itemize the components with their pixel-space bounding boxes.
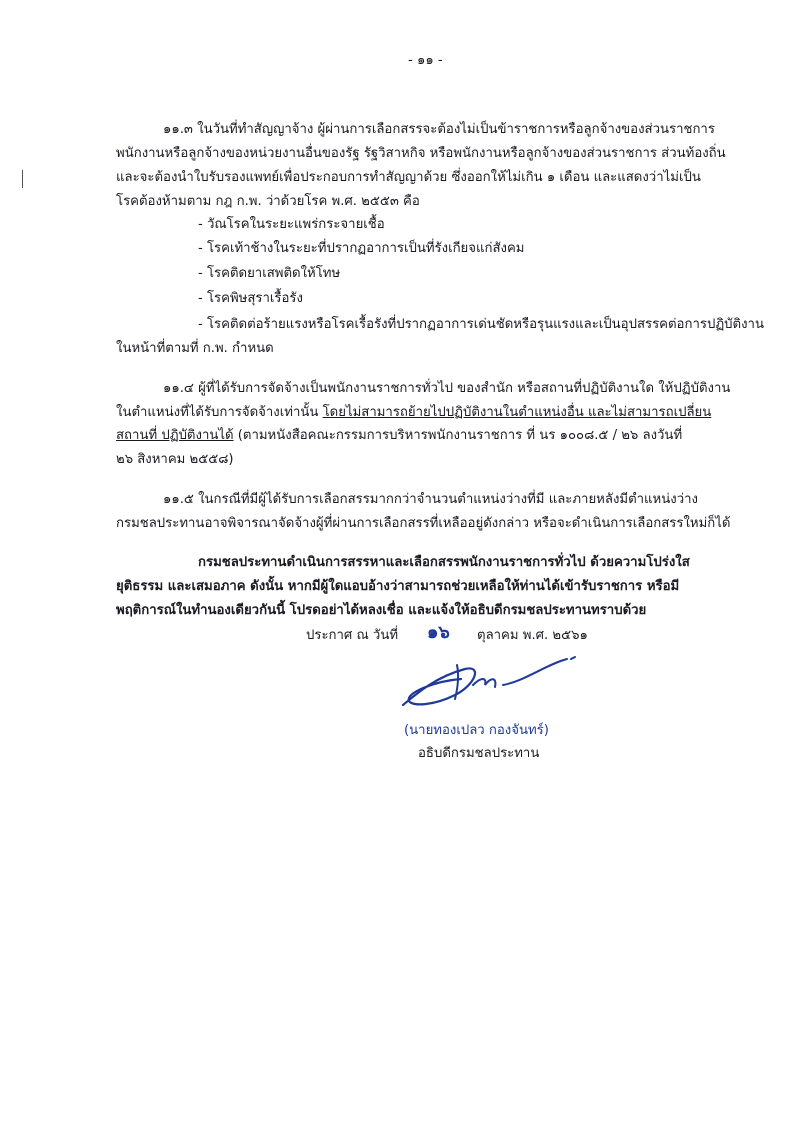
- section-11-4-line-4: ๒๖ สิงหาคม ๒๕๕๘): [116, 452, 234, 467]
- section-11-3-line-4: โรคต้องห้ามตาม กฎ ก.พ. ว่าด้วยโรค พ.ศ. ๒๕๕๓ คือ: [116, 194, 420, 209]
- signatory-title: อธิบดีกรมชลประทาน: [418, 746, 540, 761]
- section-11-5-line-2: กรมชลประทานอาจพิจารณาจัดจ้างผู้ที่ผ่านการเลือกสรรที่เหลืออยู่ดังกล่าว หรือจะดำเนินการเลือกสรรใหม่ก็ได้: [116, 516, 731, 531]
- page-number: - ๑๑ -: [408, 53, 443, 68]
- margin-mark: [22, 170, 23, 188]
- section-11-4-line-2-plain: ในตำแหน่งที่ได้รับการจัดจ้างเท่านั้น: [116, 405, 323, 420]
- disease-item: - โรคพิษสุราเรื้อรัง: [198, 291, 303, 306]
- section-11-4-line-1: ๑๑.๔ ผู้ที่ได้รับการจัดจ้างเป็นพนักงานราชการทั่วไป ของสำนัก หรือสถานที่ปฏิบัติงานใด ให้ปฏิบัติงาน: [163, 381, 731, 396]
- disease-item: - โรคติดยาเสพติดให้โทษ: [198, 266, 341, 281]
- section-11-4-line-3-underlined: สถานที่ ปฏิบัติงานได้: [116, 428, 234, 443]
- notice-line-3: พฤติการณ์ในทำนองเดียวกันนี้ โปรดอย่าได้หลงเชื่อ และแจ้งให้อธิบดีกรมชลประทานทราบด้วย: [116, 603, 647, 618]
- signature-graphic: [395, 655, 595, 715]
- announcement-day: ๑๖: [427, 622, 450, 643]
- notice-line-1: กรมชลประทานดำเนินการสรรหาและเลือกสรรพนักงานราชการทั่วไป ด้วยความโปร่งใส: [198, 555, 690, 570]
- section-11-4-line-2: [116, 404, 711, 422]
- section-11-3-line-2: พนักงานหรือลูกจ้างของหน่วยงานอื่นของรัฐ รัฐวิสาหกิจ หรือพนักงานหรือลูกจ้างของส่วนราชการ ส่วนท้องถิ่น: [116, 146, 726, 161]
- notice-line-2: ยุติธรรม และเสมอภาค ดังนั้น หากมีผู้ใดแอบอ้างว่าสามารถช่วยเหลือให้ท่านได้เข้ารับราชการ หรือมี: [116, 579, 680, 594]
- section-11-3-line-1: ๑๑.๓ ในวันที่ทำสัญญาจ้าง ผู้ผ่านการเลือกสรรจะต้องไม่เป็นข้าราชการหรือลูกจ้างของส่วนราชการ: [163, 122, 715, 137]
- section-11-3-line-3: และจะต้องนำใบรับรองแพทย์เพื่อประกอบการทำสัญญาด้วย ซึ่งออกให้ไม่เกิน ๑ เดือน และแสดงว่าไม่เป็น: [116, 170, 701, 185]
- section-11-4-line-3-plain: (ตามหนังสือคณะกรรมการบริหารพนักงานราชการ ที่ นร ๑๐๐๘.๕ / ๒๖ ลงวันที่: [233, 428, 683, 443]
- section-11-4-line-2-underlined: โดยไม่สามารถย้ายไปปฏิบัติงานในตำแหน่งอื่น และไม่สามารถเปลี่ยน: [322, 405, 712, 420]
- signatory-name: (นายทองเปลว กองจันทร์): [404, 723, 549, 738]
- announcement-prefix: ประกาศ ณ วันที่: [306, 628, 399, 643]
- disease-item: - โรคติดต่อร้ายแรงหรือโรคเรื้อรังที่ปรากฏอาการเด่นชัดหรือรุนแรงและเป็นอุปสรรคต่อการปฏิบัติงาน: [198, 317, 764, 332]
- disease-item: - โรคเท้าช้างในระยะที่ปรากฏอาการเป็นที่รังเกียจแก่สังคม: [198, 241, 525, 256]
- section-11-3-line-last: ในหน้าที่ตามที่ ก.พ. กำหนด: [116, 341, 274, 356]
- announcement-month-year: ตุลาคม พ.ศ. ๒๕๖๑: [477, 628, 588, 643]
- section-11-5-line-1: ๑๑.๕ ในกรณีที่มีผู้ได้รับการเลือกสรรมากกว่าจำนวนตำแหน่งว่างที่มี และภายหลังมีตำแหน่งว่าง: [163, 492, 698, 507]
- section-11-4-line-3: [116, 427, 682, 445]
- disease-item: - วัณโรคในระยะแพร่กระจายเชื้อ: [198, 217, 385, 232]
